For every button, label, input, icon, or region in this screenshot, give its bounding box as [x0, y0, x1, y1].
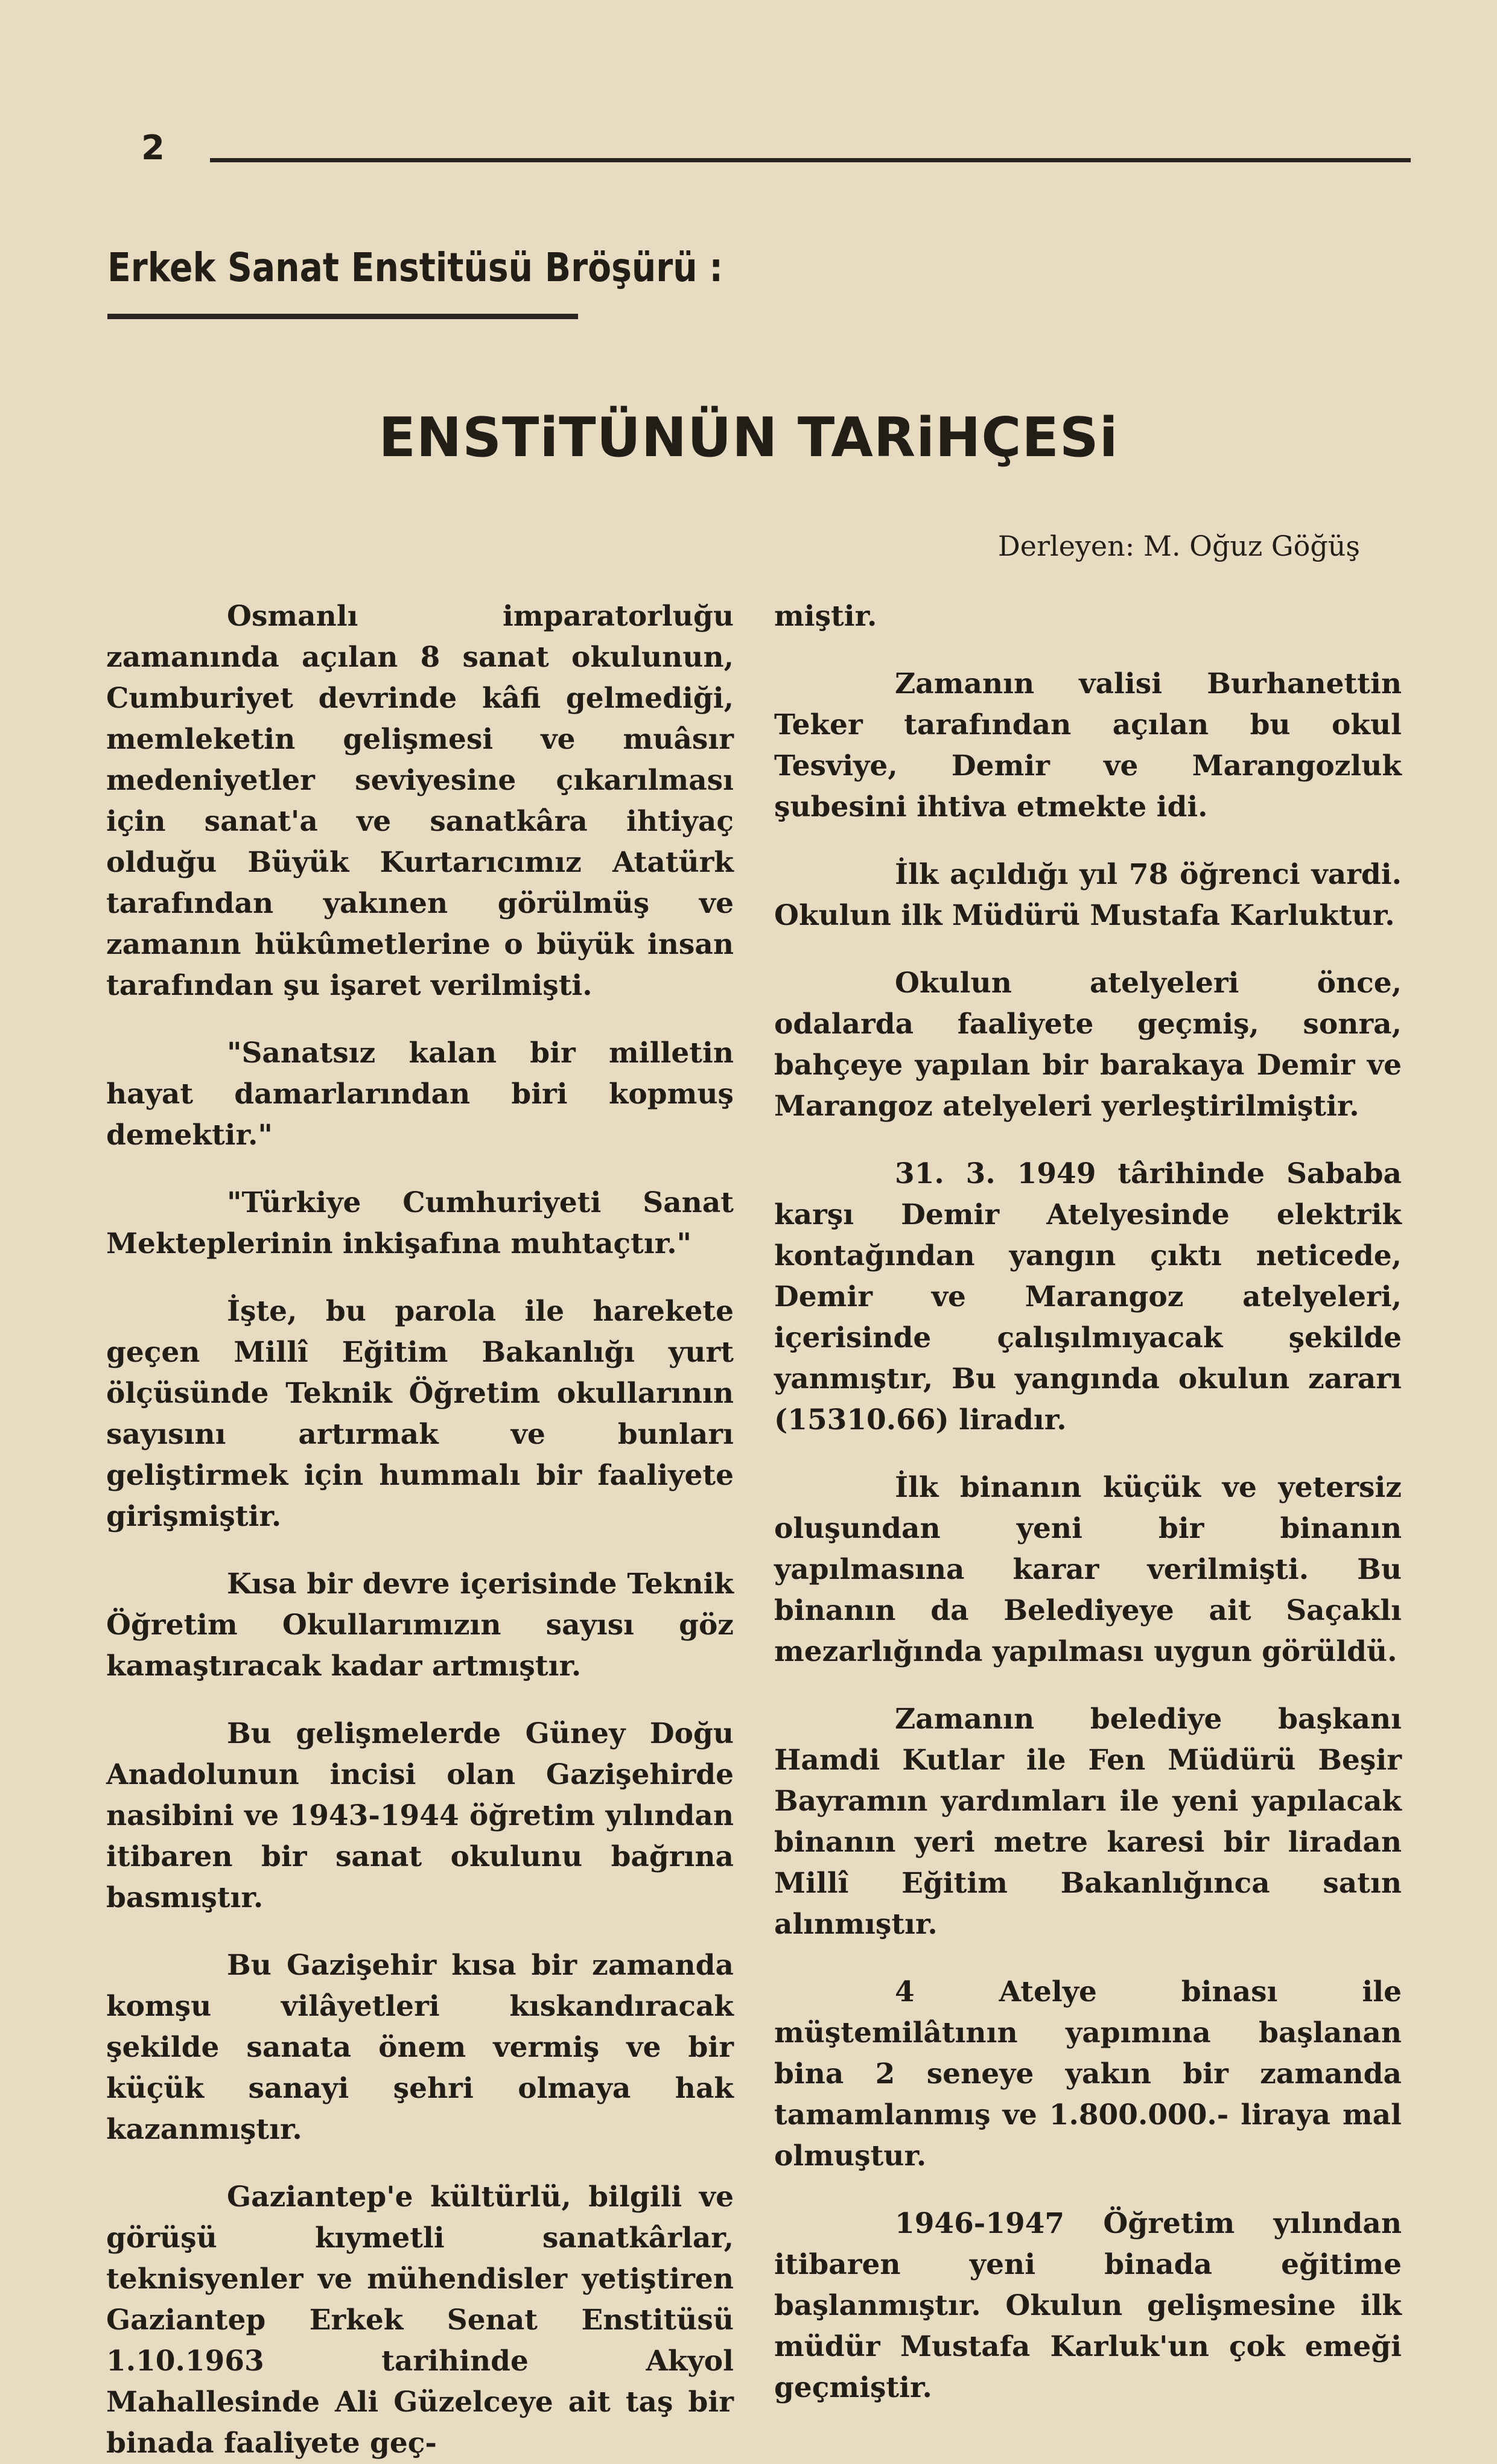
- paragraph: Zamanın valisi Burhanettin Teker tarafından açılan bu okul Tesviye, Demir ve Marangozluk şubesini ihtiva etmekte idi.: [774, 667, 1402, 824]
- paragraph-continuation: miştir.: [774, 600, 877, 633]
- paragraph: Kısa bir devre içerisinde Teknik Öğretim Okullarımızın sayısı göz kamaştıracak kadar artmıştır.: [106, 1567, 734, 1683]
- article-title: ENSTiTÜNÜN TARiHÇESi: [378, 406, 1119, 469]
- page-number: 2: [141, 129, 165, 168]
- paragraph: "Türkiye Cumhuriyeti Sanat Mekteplerinin inkişafına muhtaçtır.": [106, 1186, 734, 1260]
- paragraph: Zamanın belediye başkanı Hamdi Kutlar ile Fen Müdürü Beşir Bayramın yardımları ile yeni yapılacak binanın yeri metre karesi bir liradan Millî Eğitim Bakanlığınca satın alınmıştır.: [774, 1703, 1402, 1941]
- paragraph: 4 Atelye binası ile müştemilâtının yapımına başlanan bina 2 seneye yakın bir zamanda tamamlanmış ve 1.800.000.- liraya mal olmuştur.: [774, 1975, 1402, 2173]
- right-column: [774, 596, 1402, 2404]
- paragraph: 1946-1947 Öğretim yılından itibaren yeni binada eğitime başlanmıştır. Okulun gelişmesine ilk müdür Mustafa Karluk'un çok emeği geçmiştir.: [774, 2207, 1402, 2404]
- running-head-underline: [107, 314, 578, 319]
- top-rule: [210, 158, 1411, 162]
- running-head: Erkek Sanat Enstitüsü Bröşürü :: [107, 244, 723, 291]
- paragraph: "Sanatsız kalan bir milletin hayat damarlarından biri kopmuş demektir.": [106, 1037, 734, 1152]
- paragraph: İlk binanın küçük ve yetersiz oluşundan yeni bir binanın yapılmasına karar verilmişti. Bu binanın da Belediyeye ait Saçaklı mezarlığında yapılması uygun görüldü.: [774, 1471, 1402, 1668]
- paragraph: Okulun atelyeleri önce, odalarda faaliyete geçmiş, sonra, bahçeye yapılan bir barakaya Demir ve Marangoz atelyeleri yerleştirilmiştir.: [774, 967, 1402, 1123]
- byline: Derleyen: M. Oğuz Göğüş: [997, 530, 1360, 562]
- left-column: [106, 596, 734, 2460]
- paragraph: İşte, bu parola ile harekete geçen Millî Eğitim Bakanlığı yurt ölçüsünde Teknik Öğretim okullarının sayısını artırmak ve bunları geliştirmek için hummalı bir faaliyete girişmiştir.: [106, 1295, 734, 1533]
- paragraph: Gaziantep'e kültürlü, bilgili ve görüşü kıymetli sanatkârlar, teknisyenler ve mühendisler yetiştiren Gaziantep Erkek Senat Enstitüsü 1.10.1963 tarihinde Akyol Mahallesinde Ali Güzelceye ait taş bir binada faaliyete geç-: [106, 2180, 734, 2460]
- paragraph: Osmanlı imparatorluğu zamanında açılan 8 sanat okulunun, Cumburiyet devrinde kâfi gelmediği, memleketin gelişmesi ve muâsır medeniyetler seviyesine çıkarılması için sanat'a ve sanatkâra ihtiyaç olduğu Büyük Kurtarıcımız Atatürk tarafından yakınen görülmüş ve zamanın hükûmetlerine o büyük insan tarafından şu işaret verilmişti.: [106, 600, 734, 1002]
- paragraph: Bu Gazişehir kısa bir zamanda komşu vilâyetleri kıskandıracak şekilde sanata önem vermiş ve bir küçük sanayi şehri olmaya hak kazanmıştır.: [106, 1949, 734, 2146]
- paragraph: Bu gelişmelerde Güney Doğu Anadolunun incisi olan Gazişehirde nasibini ve 1943-1944 öğretim yılından itibaren bir sanat okulunu bağrına basmıştır.: [106, 1717, 734, 1914]
- paragraph: İlk açıldığı yıl 78 öğrenci vardi. Okulun ilk Müdürü Mustafa Karluktur.: [774, 858, 1402, 932]
- paragraph: 31. 3. 1949 târihinde Sababa karşı Demir Atelyesinde elektrik kontağından yangın çıktı neticede, Demir ve Marangoz atelyeleri, içerisinde çalışılmıyacak şekilde yanmıştır, Bu yangında okulun zararı (15310.66) liradır.: [774, 1157, 1402, 1437]
